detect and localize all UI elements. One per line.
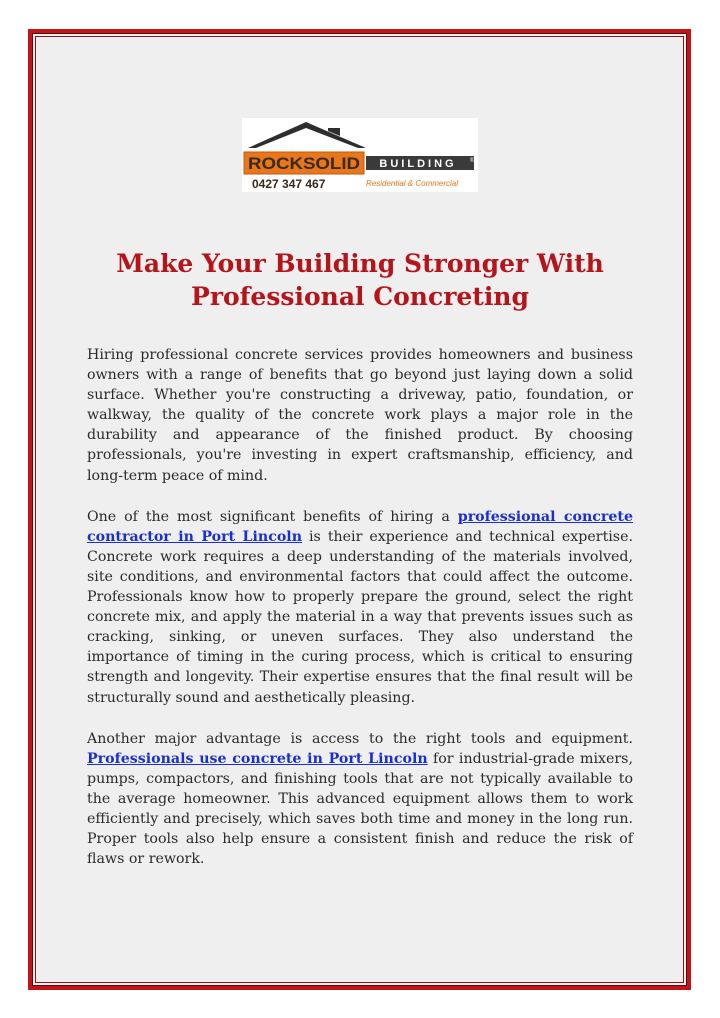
logo-tagline: Residential & Commercial [366,179,459,188]
paragraph-equipment-text-2: for industrial-grade mixers, pumps, compactors, and finishing tools that are not typically available to the average homeowner. This advanced equipment allows them to work efficiently and precisely, which saves both time and money in the long run. Proper tools also help ensure a consistent finish and reduce the risk of flaws or rework. [87,750,633,868]
logo-brand-left: ROCKSOLID [248,154,360,173]
logo-brand-right: BUILDING [379,158,457,170]
link-professionals-use-concrete[interactable]: Professionals use concrete in Port Lincoln [87,750,428,767]
paragraph-equipment [87,729,633,870]
page-title: Make Your Building Stronger With Professional Concreting [116,249,604,311]
paragraph-expertise-text-1: One of the most significant benefits of hiring a [87,508,458,525]
paragraph-expertise-text-2: is their experience and technical expertise. Concrete work requires a deep understanding of the materials involved, site conditions, and environmental factors that could affect the outcome. Professionals know how to properly prepare the ground, select the right concrete mix, and apply the material in a way that prevents issues such as cracking, sinking, or uneven surfaces. They also understand the importance of timing in the curing process, which is critical to ensuring strength and longevity. Their expertise ensures that the final result will be structurally sound and aesthetically pleasing. [87,528,633,706]
logo-graphic [242,118,478,192]
link-professional-concrete-contractor[interactable]: professional concrete contractor in Port Lincoln [87,508,633,545]
company-logo [242,118,478,192]
logo-registered-mark: ® [470,158,475,164]
paragraph-expertise [87,507,633,708]
article-body [87,345,633,890]
logo-phone: 0427 347 467 [252,177,326,191]
paragraph-intro: Hiring professional concrete services provides homeowners and business owners with a range of benefits that go beyond just laying down a solid surface. Whether you're constructing a driveway, patio, foundation, or walkway, the quality of the concrete work plays a major role in the durability and appearance of the finished product. By choosing professionals, you're investing in expert craftsmanship, efficiency, and long-term peace of mind. [87,347,633,484]
paragraph-equipment-text-1: Another major advantage is access to the right tools and equipment. [87,730,633,747]
logo-roof-icon [248,122,366,148]
